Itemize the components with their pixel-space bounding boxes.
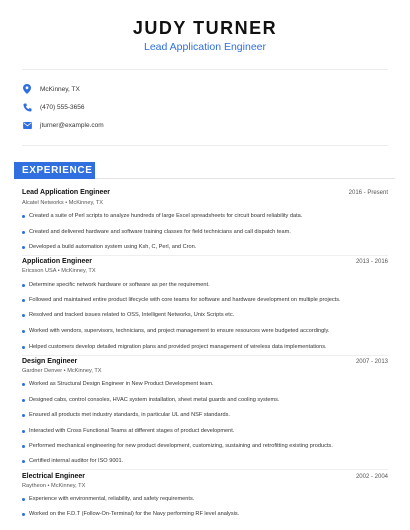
- resume-subtitle: Lead Application Engineer: [143, 41, 266, 53]
- job-company: Gardner Denver: [22, 368, 63, 374]
- contact-email-text[interactable]: jturner@example.com: [40, 121, 104, 129]
- section-underline: [95, 178, 395, 179]
- job-separator: [22, 469, 388, 470]
- job-separator: [22, 255, 388, 256]
- job-dates: 2016 - Present: [348, 190, 388, 196]
- resume-name: JUDY TURNER: [132, 18, 278, 38]
- job-company: Alcatel Networks: [22, 200, 64, 206]
- job-bullet: [22, 442, 382, 450]
- contact-location: [22, 83, 80, 95]
- job-bullet: [22, 510, 382, 518]
- job-bullet: [22, 380, 382, 388]
- contact-email[interactable]: [22, 119, 104, 131]
- job-meta: Gardner Denver • McKinney, TX: [22, 368, 102, 374]
- job-bullet: [22, 411, 382, 419]
- job-location: McKinney, TX: [68, 200, 104, 206]
- job-bullet: [22, 281, 382, 289]
- job-bullet: [22, 495, 382, 503]
- header-divider: [22, 69, 388, 70]
- job-bullet: [22, 296, 382, 304]
- job-bullet-text: Resolved and tracked issues related to OSS, Intelligent Networks, Unix Scripts etc.: [29, 312, 235, 318]
- job-title: Design Engineer: [22, 358, 78, 365]
- contact-phone-text: (470) 555-3656: [40, 103, 85, 111]
- job-dates: 2013 - 2016: [355, 259, 388, 265]
- job-bullet-text: Created a suite of Perl scripts to analyze hundreds of large Excel spreadsheets for circuit board reliability data.: [29, 213, 303, 219]
- location-pin-icon: [22, 84, 32, 94]
- job-title: Application Engineer: [22, 258, 93, 265]
- job-bullet: [22, 228, 382, 236]
- job-bullet-text: Developed a build automation system using Ksh, C, Perl, and Cron.: [29, 244, 197, 250]
- section-title-experience: EXPERIENCE: [14, 162, 95, 179]
- job-bullet: [22, 327, 382, 335]
- job-bullet-text: Designed cabs, control consoles, HVAC system installation, sheet metal guards and cooling systems.: [29, 397, 280, 403]
- job-bullet-text: Certified internal auditor for ISO 9001.: [29, 458, 124, 464]
- job-separator: [22, 355, 388, 356]
- contact-phone: [22, 101, 84, 113]
- phone-icon: [22, 102, 32, 112]
- job-bullet: [22, 212, 382, 220]
- job-location: McKinney, TX: [61, 268, 96, 274]
- job-meta: Raytheon • McKinney, TX: [22, 483, 86, 489]
- job-company: Raytheon: [22, 483, 46, 489]
- job-meta: Alcatel Networks • McKinney, TX: [22, 200, 104, 206]
- job-meta: Ericsson USA • McKinney, TX: [22, 268, 96, 274]
- job-bullet-text: Interacted with Cross Functional Teams at different stages of product development.: [29, 428, 235, 434]
- job-bullet-text: Ensured all products met industry standards, in particular UL and NSF standards.: [29, 412, 230, 418]
- job-bullet-text: Worked on the F.D.T (Follow-On-Terminal) for the Navy performing RF level analysis.: [29, 511, 240, 517]
- job-dates: 2007 - 2013: [355, 359, 388, 365]
- job-bullet-text: Determine specific network hardware or software as per the requirement.: [29, 282, 210, 288]
- job-location: McKinney, TX: [67, 368, 102, 374]
- contact-divider: [22, 145, 388, 146]
- contact-location-text: McKinney, TX: [40, 85, 80, 93]
- job-title: Electrical Engineer: [22, 473, 86, 480]
- job-bullet-text: Worked as Structural Design Engineer in New Product Development team.: [29, 381, 214, 387]
- job-bullet: [22, 396, 382, 404]
- job-bullet: [22, 457, 382, 465]
- job-dates: 2002 - 2004: [355, 474, 388, 480]
- job-bullet-text: Worked with vendors, supervisors, technicians, and project management to ensure resources were budgeted accordingly.: [29, 328, 330, 334]
- email-icon: [22, 120, 32, 130]
- job-bullet-text: Experience with environmental, reliability, and safety requirements.: [29, 496, 195, 502]
- job-bullet: [22, 343, 382, 351]
- job-bullet-text: Helped customers develop detailed migration plans and provided project management of wireless data implementations.: [29, 344, 327, 350]
- job-bullet-text: Performed mechanical engineering for new product development, customizing, sustaining and retrofitting existing products.: [29, 443, 333, 449]
- job-bullet: [22, 427, 382, 435]
- job-title: Lead Application Engineer: [22, 189, 111, 196]
- job-bullet: [22, 243, 382, 251]
- job-bullet-text: Created and delivered hardware and software training classes for field technicians and call dispatch team.: [29, 229, 291, 235]
- job-company: Ericsson USA: [22, 268, 57, 274]
- job-location: McKinney, TX: [51, 483, 86, 489]
- job-bullet: [22, 311, 382, 319]
- job-bullet-text: Followed and maintained entire product lifecycle with core teams for software and hardware development on multiple projects.: [29, 297, 341, 303]
